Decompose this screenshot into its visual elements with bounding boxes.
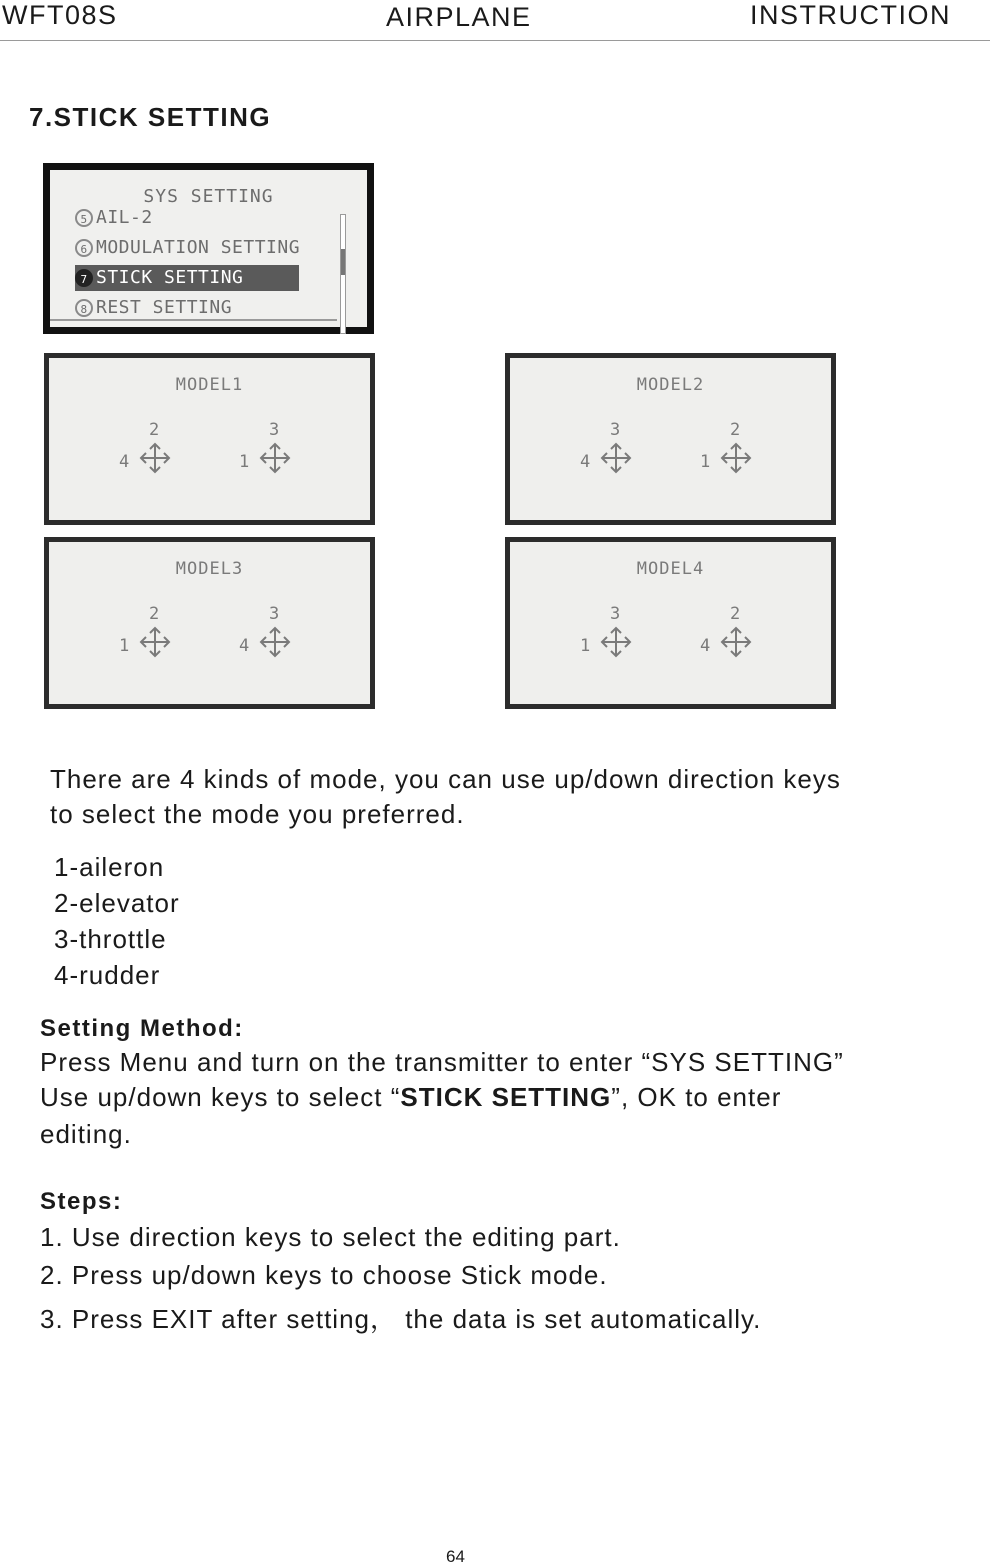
right-stick: [239, 420, 299, 480]
left-stick: [119, 420, 179, 480]
stick-side-channel: 4: [700, 636, 711, 656]
item-number-icon: 6: [75, 239, 93, 257]
step-3: 3. Press EXIT after setting， the data is set automatically.: [40, 1304, 762, 1334]
step-2: 2. Press up/down keys to choose Stick mode.: [40, 1260, 608, 1290]
stick-side-channel: 1: [580, 636, 591, 656]
menu-title: SYS SETTING: [143, 186, 274, 207]
left-stick: [119, 604, 179, 664]
sys-setting-screen: [43, 163, 374, 334]
menu-item-ail-2: [75, 205, 337, 231]
menu-item-rest-setting: [75, 295, 337, 321]
stick-top-channel: 2: [730, 604, 741, 624]
stick-side-channel: 1: [700, 452, 711, 472]
right-stick: [700, 420, 760, 480]
mode-title: MODEL3: [175, 559, 244, 579]
intro-line-2: to select the mode you preferred.: [50, 799, 465, 829]
menu-item-label: STICK SETTING: [96, 267, 244, 288]
stick-side-channel: 4: [580, 452, 591, 472]
stick-cross-arrows-icon: [139, 626, 171, 658]
method-line-2-end: ”, OK to enter: [611, 1082, 782, 1112]
intro-line-1: There are 4 kinds of mode, you can use up/down direction keys: [50, 764, 841, 794]
stick-side-channel: 4: [239, 636, 250, 656]
menu-item-label: AIL-2: [96, 207, 153, 228]
mode-title: MODEL2: [636, 375, 705, 395]
mode-2-screen: [505, 353, 836, 525]
scrollbar-thumb: [341, 249, 345, 275]
legend-aileron: 1-aileron: [54, 852, 165, 882]
stick-top-channel: 2: [149, 604, 160, 624]
method-line-1: Press Menu and turn on the transmitter to enter “SYS SETTING”: [40, 1047, 844, 1077]
stick-top-channel: 2: [149, 420, 160, 440]
page-number: 64: [446, 1547, 465, 1566]
menu-item-label: MODULATION SETTING: [96, 237, 301, 258]
stick-side-channel: 1: [119, 636, 130, 656]
mode-1-screen: [44, 353, 375, 525]
mode-3-screen: [44, 537, 375, 709]
left-stick: [580, 604, 640, 664]
stick-cross-arrows-icon: [720, 626, 752, 658]
stick-cross-arrows-icon: [139, 442, 171, 474]
header-doc-type: INSTRUCTION: [750, 0, 951, 30]
method-line-2: [40, 1080, 781, 1115]
menu-item-label: REST SETTING: [96, 297, 233, 318]
setting-method-heading: Setting Method:: [40, 1015, 244, 1042]
item-number-icon: 7: [75, 269, 93, 287]
item-number-icon: 8: [75, 299, 93, 317]
method-line-2-start: Use up/down keys to select “: [40, 1082, 401, 1112]
header-category: AIRPLANE: [386, 2, 532, 32]
mode-title: MODEL4: [636, 559, 705, 579]
right-stick: [239, 604, 299, 664]
mode-title: MODEL1: [175, 375, 244, 395]
section-title: 7.STICK SETTING: [29, 102, 272, 132]
stick-top-channel: 3: [269, 604, 280, 624]
mode-4-screen: [505, 537, 836, 709]
stick-top-channel: 3: [269, 420, 280, 440]
legend-throttle: 3-throttle: [54, 924, 167, 954]
stick-cross-arrows-icon: [600, 442, 632, 474]
menu-item-modulation-setting: [75, 235, 337, 261]
stick-top-channel: 2: [730, 420, 741, 440]
stick-cross-arrows-icon: [259, 626, 291, 658]
method-line-3: editing.: [40, 1119, 132, 1149]
legend-elevator: 2-elevator: [54, 888, 180, 918]
header-divider: [0, 40, 990, 41]
stick-cross-arrows-icon: [259, 442, 291, 474]
menu-item-stick-setting: [75, 265, 299, 291]
stick-cross-arrows-icon: [720, 442, 752, 474]
stick-setting-emphasis: STICK SETTING: [400, 1082, 612, 1112]
item-number-icon: 5: [75, 209, 93, 227]
stick-side-channel: 1: [239, 452, 250, 472]
left-stick: [580, 420, 640, 480]
stick-cross-arrows-icon: [600, 626, 632, 658]
header-model: WFT08S: [2, 0, 118, 30]
steps-heading: Steps:: [40, 1188, 123, 1215]
menu-list: [50, 178, 337, 321]
stick-side-channel: 4: [119, 452, 130, 472]
legend-rudder: 4-rudder: [54, 960, 161, 990]
step-1: 1. Use direction keys to select the editing part.: [40, 1222, 621, 1252]
menu-scrollbar: [340, 214, 346, 334]
right-stick: [700, 604, 760, 664]
stick-top-channel: 3: [610, 604, 621, 624]
stick-top-channel: 3: [610, 420, 621, 440]
